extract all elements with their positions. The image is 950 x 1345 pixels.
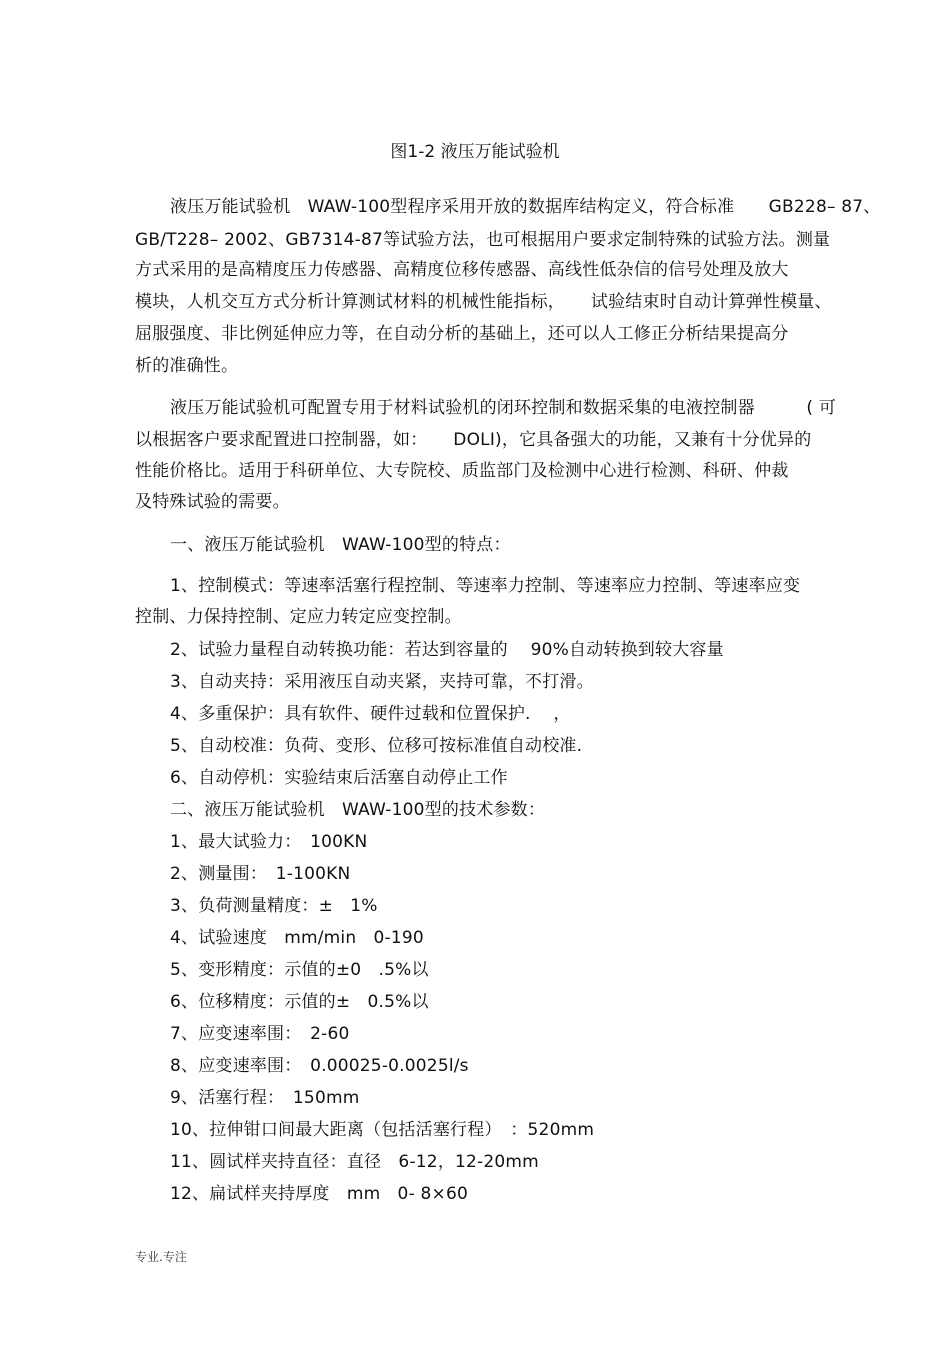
param-item: 1、最大试验力： 100KN — [170, 832, 368, 852]
param-item: 7、应变速率围： 2-60 — [170, 1024, 350, 1044]
param-item: 3、负荷测量精度：± 1% — [170, 896, 378, 916]
param-item: 11、圆试样夹持直径：直径 6-12，12-20mm — [170, 1152, 539, 1172]
param-item: 9、活塞行程： 150mm — [170, 1088, 360, 1108]
feature-item: 1、控制模式：等速率活塞行程控制、等速率力控制、等速率应力控制、等速率应变 — [170, 576, 801, 596]
intro-line: 模块，人机交互方式分析计算测试材料的机械性能指标， 试验结束时自动计算弹性模量、 — [135, 292, 832, 312]
params-heading: 二、液压万能试验机 WAW-100型的技术参数： — [170, 800, 546, 820]
param-item: 8、应变速率围： 0.00025-0.0025l/s — [170, 1056, 469, 1076]
feature-item: 5、自动校准：负荷、变形、位移可按标准值自动校准. — [170, 736, 583, 756]
feature-item: 4、多重保护：具有软件、硬件过载和位置保护. ， — [170, 704, 571, 724]
controller-line: 液压万能试验机可配置专用于材料试验机的闭环控制和数据采集的电液控制器 ( 可 — [170, 398, 837, 418]
intro-line: 析的准确性。 — [135, 356, 239, 376]
param-item: 12、扁试样夹持厚度 mm 0- 8×60 — [170, 1184, 468, 1204]
param-item: 10、拉伸钳口间最大距离（包括活塞行程） ：520mm — [170, 1120, 595, 1140]
param-item: 5、变形精度：示值的±0 .5%以 — [170, 960, 429, 980]
features-heading: 一、液压万能试验机 WAW-100型的特点： — [170, 535, 511, 555]
controller-line: 性能价格比。适用于科研单位、大专院校、质监部门及检测中心进行检测、科研、仲裁 — [135, 461, 789, 481]
figure-caption: 图1-2 液压万能试验机 — [390, 142, 560, 162]
intro-line: 方式采用的是高精度压力传感器、高精度位移传感器、高线性低杂信的信号处理及放大 — [135, 260, 789, 280]
param-item: 4、试验速度 mm/min 0-190 — [170, 928, 424, 948]
controller-line: 以根据客户要求配置进口控制器，如： DOLI)，它具备强大的功能，又兼有十分优异的 — [135, 430, 812, 450]
intro-line: 液压万能试验机 WAW-100型程序采用开放的数据库结构定义，符合标准 GB228– 87、 — [170, 197, 881, 217]
feature-item: 6、自动停机：实验结束后活塞自动停止工作 — [170, 768, 508, 788]
param-item: 2、测量围： 1-100KN — [170, 864, 351, 884]
feature-item-continuation: 控制、力保持控制、定应力转定应变控制。 — [135, 607, 462, 627]
param-item: 6、位移精度：示值的± 0.5%以 — [170, 992, 429, 1012]
page-footer: 专业.专注 — [135, 1250, 187, 1264]
feature-item: 2、试验力量程自动转换功能：若达到容量的 90%自动转换到较大容量 — [170, 640, 724, 660]
feature-item: 3、自动夹持：采用液压自动夹紧，夹持可靠，不打滑。 — [170, 672, 594, 692]
intro-line: GB/T228– 2002、GB7314-87等试验方法，也可根据用户要求定制特殊的试验方法。测量 — [135, 230, 831, 250]
intro-line: 屈服强度、非比例延伸应力等，在自动分析的基础上，还可以人工修正分析结果提高分 — [135, 324, 789, 344]
controller-line: 及特殊试验的需要。 — [135, 492, 290, 512]
